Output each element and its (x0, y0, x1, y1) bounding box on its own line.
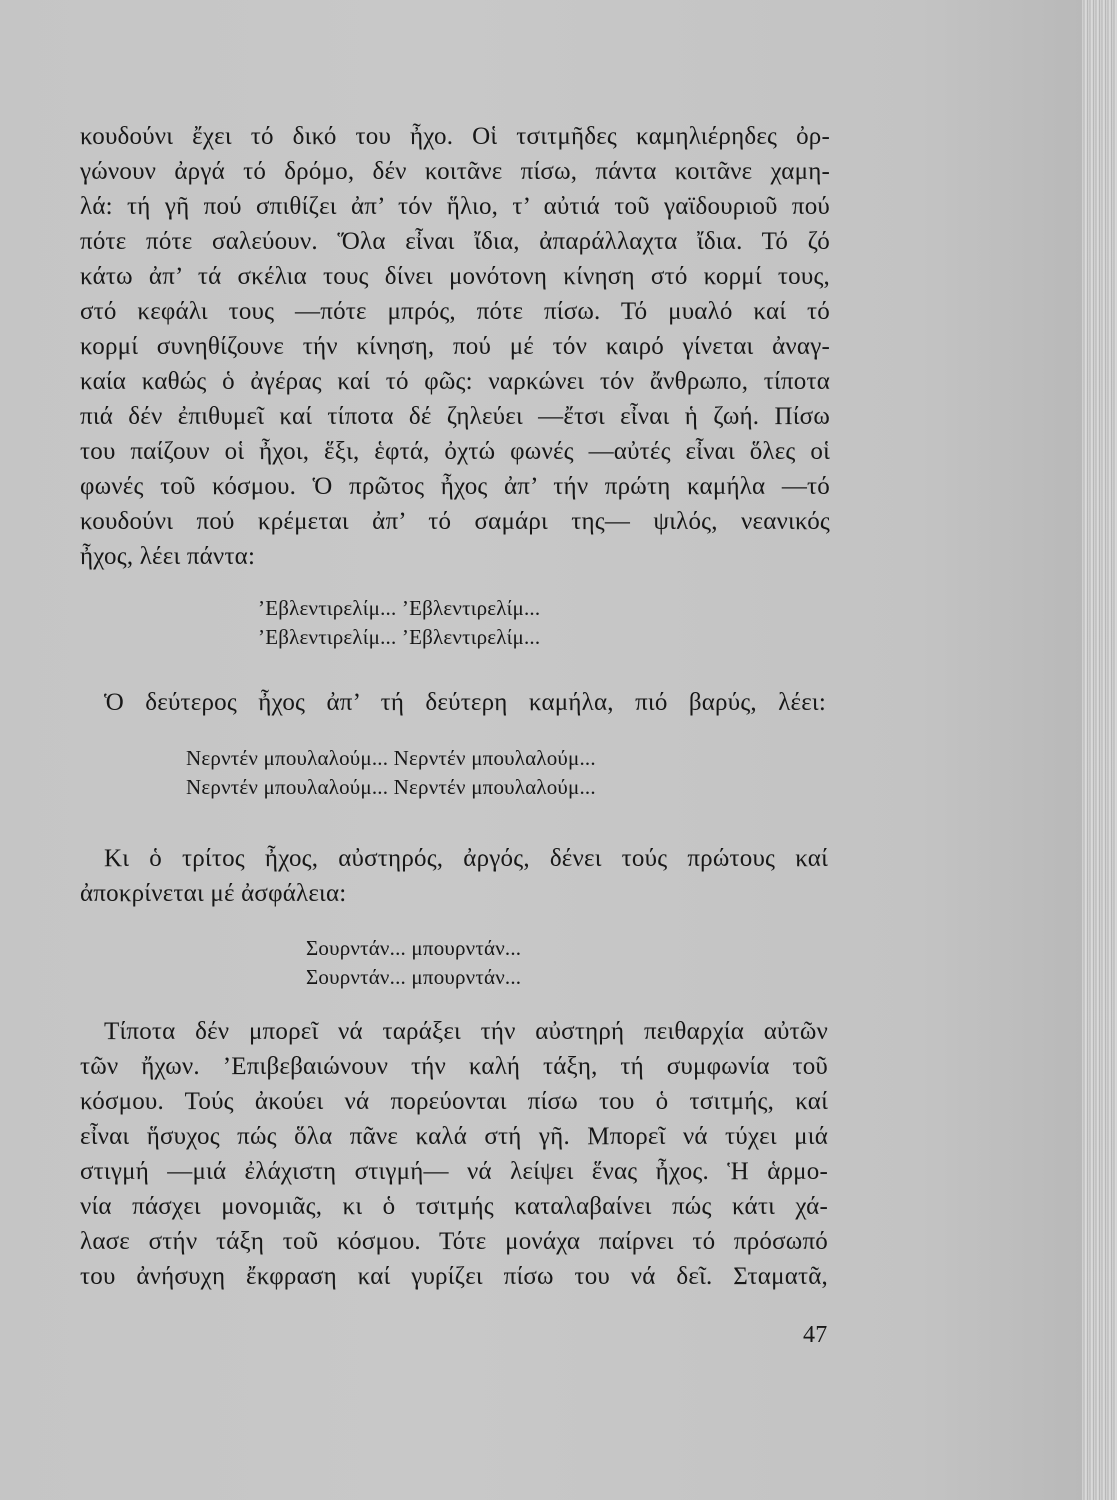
text-line: Ὁ δεύτερος ἦχος ἀπ’ τή δεύτερη καμήλα, πιό βαρύς, λέει: (104, 689, 826, 716)
text-line: Τίποτα δέν μπορεῖ νά ταράξει τήν αὐστηρή πειθαρχία αὐτῶν (104, 1018, 828, 1045)
text-line: φωνές τοῦ κόσμου. Ὁ πρῶτος ἦχος ἀπ’ τήν πρώτη καμήλα —τό (80, 473, 830, 500)
text-line: κάτω ἀπ’ τά σκέλια τους δίνει μονότονη κίνηση στό κορμί τους, (80, 263, 830, 290)
text-line: κουδούνι ἔχει τό δικό του ἦχο. Οἱ τσιτμῆδες καμηλιέρηδες ὀρ- (80, 123, 830, 150)
chant-line: ’Εβλεντιρελίμ... ’Εβλεντιρελίμ... (258, 596, 541, 620)
text-line: στιγμή —μιά ἐλάχιστη στιγμή— νά λείψει ἕνας ἦχος. Ἡ ἁρμο- (80, 1158, 828, 1185)
chant-line: Νερντέν μπουλαλούμ... Νερντέν μπουλαλούμ... (186, 775, 596, 799)
text-line: καία καθώς ὁ ἀγέρας καί τό φῶς: ναρκώνει τόν ἄνθρωπο, τίποτα (80, 368, 830, 395)
text-line: πότε πότε σαλεύουν. Ὅλα εἶναι ἴδια, ἀπαράλλαχτα ἴδια. Τό ζό (80, 228, 830, 255)
text-line: τῶν ἤχων. ’Επιβεβαιώνουν τήν καλή τάξη, τή συμφωνία τοῦ (80, 1053, 828, 1080)
text-line: ἦχος, λέει πάντα: (80, 543, 256, 570)
chant-line: ’Εβλεντιρελίμ... ’Εβλεντιρελίμ... (258, 625, 541, 649)
text-line: Κι ὁ τρίτος ἦχος, αὐστηρός, ἀργός, δένει τούς πρώτους καί (104, 845, 828, 872)
chant-line: Σουρντάν... μπουρντάν... (306, 936, 522, 960)
text-line: του ἀνήσυχη ἔκφραση καί γυρίζει πίσω του νά δεῖ. Σταματᾶ, (80, 1263, 828, 1290)
text-line: εἶναι ἥσυχος πώς ὅλα πᾶνε καλά στή γῆ. Μπορεῖ νά τύχει μιά (80, 1123, 828, 1150)
text-line: λά: τή γῆ πού σπιθίζει ἀπ’ τόν ἥλιο, τ’ αὐτιά τοῦ γαϊδουριοῦ πού (80, 193, 830, 220)
text-line: κορμί συνηθίζουνε τήν κίνηση, πού μέ τόν καιρό γίνεται ἀναγ- (80, 333, 830, 360)
text-line: στό κεφάλι τους —πότε μπρός, πότε πίσω. Τό μυαλό καί τό (80, 298, 830, 325)
chant-line: Σουρντάν... μπουρντάν... (306, 965, 522, 989)
text-line: ἀποκρίνεται μέ ἀσφάλεια: (80, 880, 347, 907)
page-number: 47 (803, 1322, 828, 1348)
book-page-edge (1082, 0, 1117, 1500)
text-line: πιά δέν ἐπιθυμεῖ καί τίποτα δέ ζηλεύει —ἔτσι εἶναι ἡ ζωή. Πίσω (80, 403, 830, 430)
text-line: γώνουν ἀργά τό δρόμο, δέν κοιτᾶνε πίσω, πάντα κοιτᾶνε χαμη- (80, 158, 830, 185)
chant-line: Νερντέν μπουλαλούμ... Νερντέν μπουλαλούμ... (186, 746, 596, 770)
text-line: λασε στήν τάξη τοῦ κόσμου. Τότε μονάχα παίρνει τό πρόσωπό (80, 1228, 828, 1255)
text-line: κουδούνι πού κρέμεται ἀπ’ τό σαμάρι της— ψιλός, νεανικός (80, 508, 830, 535)
text-line: του παίζουν οἱ ἦχοι, ἕξι, ἑφτά, ὀχτώ φωνές —αὐτές εἶναι ὅλες οἱ (80, 438, 830, 465)
text-line: κόσμου. Τούς ἀκούει νά πορεύονται πίσω του ὁ τσιτμής, καί (80, 1088, 828, 1115)
text-line: νία πάσχει μονομιᾶς, κι ὁ τσιτμής καταλαβαίνει πώς κάτι χά- (80, 1193, 828, 1220)
